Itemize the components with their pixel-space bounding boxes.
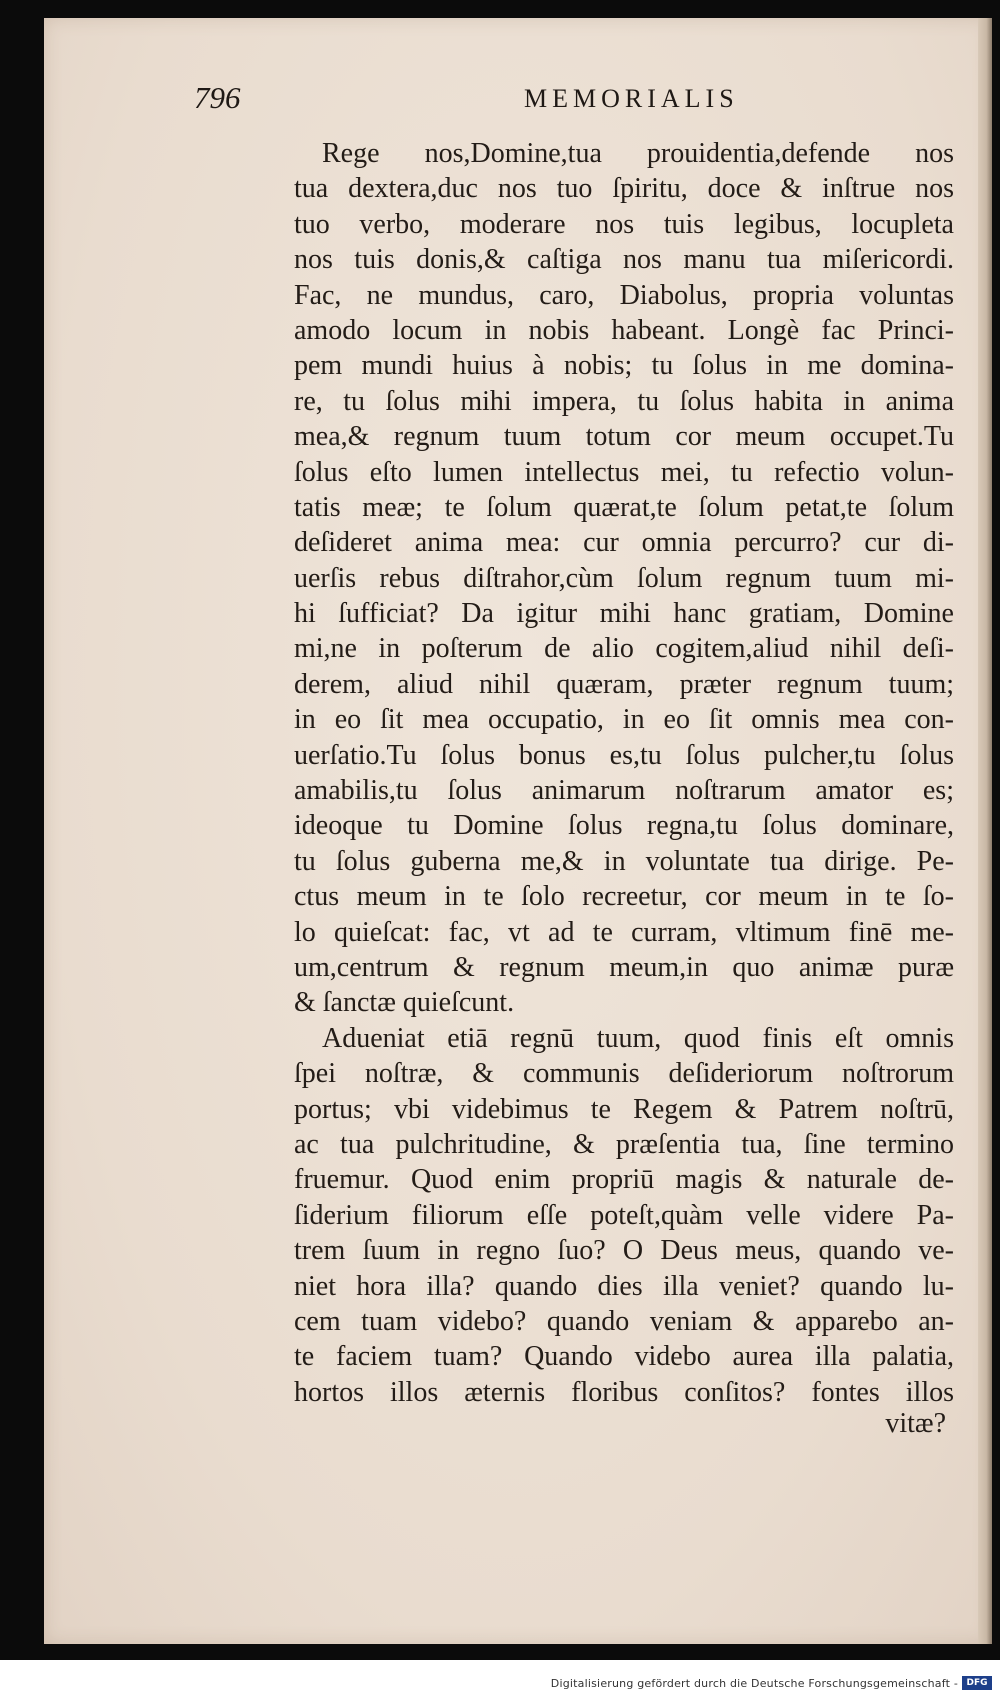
- text-line: ſolus eſto lumen intellectus mei, tu refectio volun-: [294, 456, 954, 488]
- text-line: ſpei noſtræ, & communis deſideriorum noſtrorum: [294, 1058, 954, 1090]
- page-edge: [978, 18, 992, 1644]
- text-line: trem ſuum in regno ſuo? O Deus meus, quando ve-: [294, 1235, 954, 1267]
- text-line: hortos illos æternis floribus conſitos? fontes illos: [294, 1376, 954, 1408]
- text-line: uerſis rebus diſtrahor,cùm ſolum regnum tuum mi-: [294, 562, 954, 594]
- text-line: Fac, ne mundus, caro, Diabolus, propria voluntas: [294, 279, 954, 311]
- catchword: vitæ?: [885, 1408, 946, 1439]
- text-line: mea,& regnum tuum totum cor meum occupet.Tu: [294, 421, 954, 453]
- text-line: tatis meæ; te ſolum quærat,te ſolum petat,te ſolum: [294, 491, 954, 523]
- dfg-logo: DFG: [962, 1676, 992, 1690]
- text-line: nos tuis donis,& caſtiga nos manu tua miſericordi.: [294, 244, 954, 276]
- text-line: lo quieſcat: fac, vt ad te curram, vltimum finē me-: [294, 916, 954, 948]
- footer-credit: Digitalisierung gefördert durch die Deutsche Forschungsgemeinschaft -: [550, 1677, 958, 1690]
- page-header: [194, 80, 894, 130]
- text-line: Adueniat etiā regnū tuum, quod finis eſt omnis: [322, 1022, 954, 1054]
- text-line: derem, aliud nihil quæram, præter regnum tuum;: [294, 668, 954, 700]
- text-line: uerſatio.Tu ſolus bonus es,tu ſolus pulcher,tu ſolus: [294, 739, 954, 771]
- text-line: & ſanctæ quieſcunt.: [294, 987, 515, 1019]
- running-head: MEMORIALIS: [524, 84, 739, 113]
- text-line: tua dextera,duc nos tuo ſpiritu, doce & inſtrue nos: [294, 173, 954, 205]
- text-line: mi,ne in poſterum de alio cogitem,aliud nihil deſi-: [294, 633, 954, 665]
- text-line: portus; vbi videbimus te Regem & Patrem noſtrū,: [294, 1093, 954, 1125]
- text-line: ſiderium filiorum eſſe poteſt,quàm velle videre Pa-: [294, 1199, 954, 1231]
- text-line: um,centrum & regnum meum,in quo animæ puræ: [294, 951, 954, 983]
- text-line: cem tuam videbo? quando veniam & apparebo an-: [294, 1305, 954, 1337]
- text-line: tu ſolus guberna me,& in voluntate tua dirige. Pe-: [294, 845, 954, 877]
- text-line: fruemur. Quod enim propriū magis & naturale de-: [294, 1164, 954, 1196]
- text-line: niet hora illa? quando dies illa veniet? quando lu-: [294, 1270, 954, 1302]
- text-line: amabilis,tu ſolus animarum noſtrarum amator es;: [294, 775, 954, 807]
- text-line: ac tua pulchritudine, & præſentia tua, ſine termino: [294, 1128, 954, 1160]
- text-line: hi ſufficiat? Da igitur mihi hanc gratiam, Domine: [294, 598, 954, 630]
- text-line: re, tu ſolus mihi impera, tu ſolus habita in anima: [294, 385, 954, 417]
- text-line: ctus meum in te ſolo recreetur, cor meum in te ſo-: [294, 881, 954, 913]
- page-number: 796: [194, 80, 241, 115]
- text-line: Rege nos,Domine,tua prouidentia,defende nos: [322, 138, 954, 169]
- body-text: [294, 136, 954, 1410]
- text-line: deſideret anima mea: cur omnia percurro? cur di-: [294, 527, 954, 559]
- text-line: te faciem tuam? Quando videbo aurea illa palatia,: [294, 1341, 954, 1373]
- text-line: in eo ſit mea occupatio, in eo ſit omnis mea con-: [294, 704, 954, 736]
- text-line: tuo verbo, moderare nos tuis legibus, locupleta: [294, 208, 954, 240]
- text-line: amodo locum in nobis habeant. Longè fac Princi-: [294, 314, 954, 346]
- text-line: pem mundi huius à nobis; tu ſolus in me domina-: [294, 350, 954, 382]
- text-line: ideoque tu Domine ſolus regna,tu ſolus dominare,: [294, 810, 954, 842]
